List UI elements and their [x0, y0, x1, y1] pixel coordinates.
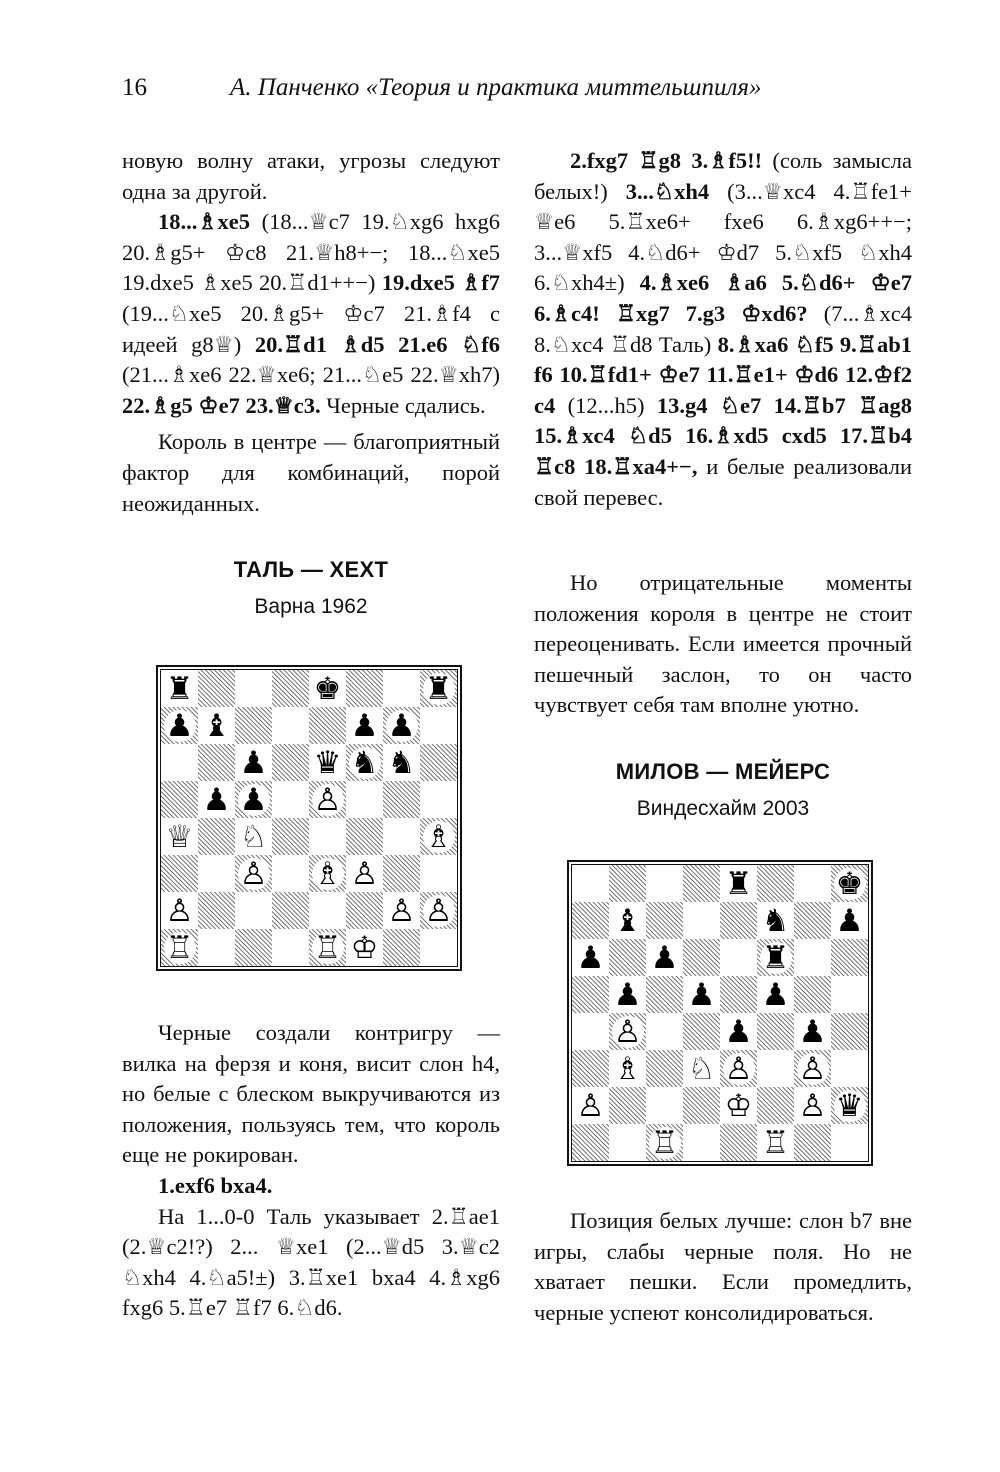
move-text-bold: 2.fxg7 ♖g8 3.♗f5!! [570, 148, 763, 173]
left-paragraph-6: На 1...0-0 Таль указывает 2.♖ae1 (2.♕c2!?) 2... ♕xe1 (2...♕d5 3.♕c2 ♘xh4 4.♘a5!±) 3.♖xe1 bxa4 4.♗xg6 fxg6 5.♖e7 ♖f7 6.♘d6. [122, 1203, 500, 1321]
white-bishop-icon: ♗ [312, 858, 344, 890]
board-square [572, 1087, 609, 1124]
board-square [420, 744, 457, 781]
white-rook-icon: ♖ [760, 1127, 792, 1159]
board-square [794, 939, 831, 976]
game-1-title: ТАЛЬ — ХЕХТ [233, 557, 389, 583]
left-paragraph-1: новую волну атаки, угрозы следуют одна за другой. [122, 148, 500, 204]
board-square [383, 892, 420, 929]
board-square [831, 976, 868, 1013]
board-square [235, 744, 272, 781]
board-square [609, 1013, 646, 1050]
board-square [683, 1013, 720, 1050]
board-square [272, 707, 309, 744]
move-text-bold: 18...♗xe5 [158, 209, 251, 235]
board-square [572, 939, 609, 976]
board-square [420, 892, 457, 929]
white-knight-icon: ♘ [686, 1053, 718, 1085]
white-pawn-icon: ♙ [238, 858, 270, 890]
board-square [757, 865, 794, 902]
right-column-lower [534, 1206, 912, 1328]
black-pawn-icon: ♟ [834, 905, 866, 937]
board-square [794, 1124, 831, 1161]
board-square [794, 1050, 831, 1087]
black-pawn-icon: ♟ [238, 747, 270, 779]
board-square [720, 976, 757, 1013]
move-text-bold: 3...♘xh4 [625, 178, 710, 204]
move-text: Черные сдались. [320, 392, 486, 418]
board-square [646, 865, 683, 902]
black-pawn-icon: ♟ [723, 1016, 755, 1048]
board-square [572, 1050, 609, 1087]
move-text-bold: 19.dxe5 ♗f7 [381, 270, 500, 296]
board-square [646, 1087, 683, 1124]
board-square [609, 1124, 646, 1161]
board-square [383, 707, 420, 744]
board-square [572, 1013, 609, 1050]
board-square [757, 1124, 794, 1161]
white-pawn-icon: ♙ [612, 1016, 644, 1048]
board-square [161, 670, 198, 707]
black-pawn-icon: ♟ [797, 1016, 829, 1048]
board-square [831, 865, 868, 902]
move-text-bold: 1.exf6 bxa4. [158, 1172, 273, 1198]
black-rook-icon: ♜ [164, 673, 196, 705]
white-pawn-icon: ♙ [349, 858, 381, 890]
board-square [757, 939, 794, 976]
black-rook-icon: ♜ [760, 942, 792, 974]
board-square [346, 707, 383, 744]
board-square [720, 1050, 757, 1087]
board-square [420, 781, 457, 818]
board-square [235, 781, 272, 818]
board-square [420, 818, 457, 855]
board-square [198, 781, 235, 818]
move-text-bold: 20.♖d1 ♗d5 21.e6 ♘f6 [254, 331, 500, 357]
board-square [161, 818, 198, 855]
black-pawn-icon: ♟ [164, 710, 196, 742]
board-square [383, 818, 420, 855]
left-column-lower [122, 1018, 500, 1324]
board-square [198, 855, 235, 892]
board-square [757, 902, 794, 939]
running-header [122, 74, 912, 106]
board-square [383, 929, 420, 966]
board-square [572, 1124, 609, 1161]
board-square [831, 1013, 868, 1050]
black-pawn-icon: ♟ [612, 979, 644, 1011]
black-queen-icon: ♛ [834, 1090, 866, 1122]
white-rook-icon: ♖ [649, 1127, 681, 1159]
board-square [831, 1087, 868, 1124]
board-square [572, 976, 609, 1013]
board-square [757, 1050, 794, 1087]
left-paragraph-4: Черные создали контригру — вилка на ферзя и коня, висит слон h4, но белые с блеском выкручиваются из положения, пользуясь тем, что король еще не рокирован. [122, 1020, 500, 1168]
right-paragraph-3: Позиция белых лучше: слон b7 вне игры, слабы черные поля. Но не хватает пешки. Если промедлить, черные успеют консолидироваться. [534, 1208, 912, 1325]
board-square [609, 865, 646, 902]
board-square [161, 781, 198, 818]
board-square [831, 902, 868, 939]
board-square [161, 929, 198, 966]
board-square [383, 855, 420, 892]
white-bishop-icon: ♗ [423, 821, 455, 853]
board-square [420, 670, 457, 707]
board-square [235, 707, 272, 744]
board-square [572, 902, 609, 939]
chess-board-1 [156, 665, 462, 971]
black-knight-icon: ♞ [760, 905, 792, 937]
board-square [646, 1050, 683, 1087]
board-square [272, 892, 309, 929]
board-square [720, 1087, 757, 1124]
board-square [683, 865, 720, 902]
board-square [198, 670, 235, 707]
white-pawn-icon: ♙ [723, 1053, 755, 1085]
move-text: (21...♗xe6 22.♕xe6; 21...♘e5 22.♕xh7) [122, 362, 500, 388]
board-square [198, 707, 235, 744]
board-square [831, 939, 868, 976]
black-pawn-icon: ♟ [238, 784, 270, 816]
board-square [309, 707, 346, 744]
game-2-place: Виндесхайм 2003 [636, 796, 810, 820]
board-square [831, 1050, 868, 1087]
board-square [161, 892, 198, 929]
move-text-bold: 8.♗xa6 ♘f5 9.♖ab1 f6 10.♖fd1+ ♔e7 11.♖e1+ ♔d6 12.♔f2 c4 [534, 331, 912, 418]
board-square [346, 818, 383, 855]
white-pawn-icon: ♙ [423, 895, 455, 927]
black-pawn-icon: ♟ [201, 784, 233, 816]
board-square [198, 744, 235, 781]
board-square [683, 1050, 720, 1087]
white-pawn-icon: ♙ [164, 895, 196, 927]
board-square [309, 818, 346, 855]
game-1-place: Варна 1962 [254, 594, 368, 618]
board-square [346, 744, 383, 781]
board-square [272, 744, 309, 781]
black-bishop-icon: ♝ [612, 905, 644, 937]
board-square [309, 781, 346, 818]
board-square [683, 1124, 720, 1161]
move-text: (18...♕c7 19.♘xg6 hxg6 20.♗g5+ ♔c8 21.♕h8+−; 18...♘xe5 19.dxe5 ♗xe5 20.♖d1++−) [122, 209, 500, 296]
right-column [534, 146, 912, 513]
move-text-bold: 13.g4 ♘e7 14.♖b7 ♖ag8 15.♗xc4 ♘d5 16.♗xd5 cxd5 17.♖b4 ♖c8 18.♖xa4+−, [534, 392, 912, 479]
board-square [272, 781, 309, 818]
black-pawn-icon: ♟ [349, 710, 381, 742]
black-king-icon: ♚ [312, 673, 344, 705]
move-text: (7...♗xc4 8.♘xc4 ♖d8 Таль) [534, 300, 912, 357]
board-square [794, 976, 831, 1013]
board-square [720, 1124, 757, 1161]
left-paragraph-2 [122, 207, 500, 421]
board-square [161, 744, 198, 781]
board-square [646, 1124, 683, 1161]
board-square [235, 892, 272, 929]
right-paragraph-1 [534, 146, 912, 513]
board-square [609, 1087, 646, 1124]
left-paragraph-5 [122, 1171, 500, 1202]
board-square [235, 929, 272, 966]
move-text: (12...h5) [555, 392, 657, 418]
board-square [757, 976, 794, 1013]
black-queen-icon: ♛ [312, 747, 344, 779]
black-king-icon: ♚ [834, 868, 866, 900]
board-square [198, 892, 235, 929]
white-king-icon: ♔ [349, 932, 381, 964]
board-square [609, 902, 646, 939]
board-square [346, 929, 383, 966]
board-square [683, 976, 720, 1013]
board-square [609, 976, 646, 1013]
board-square [272, 929, 309, 966]
white-pawn-icon: ♙ [312, 784, 344, 816]
board-square [683, 939, 720, 976]
board-square [383, 781, 420, 818]
page-number: 16 [122, 74, 147, 101]
black-knight-icon: ♞ [386, 747, 418, 779]
move-text-bold: 4.♗xe6 ♗a6 5.♘d6+ ♔e7 6.♗c4! ♖xg7 7.g3 ♔xd6? [534, 270, 912, 326]
board-square [346, 670, 383, 707]
board-2-grid [571, 864, 869, 1162]
board-square [161, 707, 198, 744]
chess-board-2 [567, 860, 873, 1166]
board-square [383, 670, 420, 707]
board-square [272, 818, 309, 855]
board-square [794, 1087, 831, 1124]
board-square [646, 1013, 683, 1050]
board-square [720, 865, 757, 902]
board-square [757, 1087, 794, 1124]
board-square [609, 1050, 646, 1087]
black-bishop-icon: ♝ [201, 710, 233, 742]
board-square [346, 781, 383, 818]
board-square [161, 855, 198, 892]
right-paragraph-2: Но отрицательные моменты положения короля в центре не стоит переоценивать. Если имеется прочный пешечный заслон, то он часто чувствует себя там вполне уютно. [534, 570, 912, 718]
board-square [683, 902, 720, 939]
move-text: и белые реализовали свой перевес. [534, 453, 912, 510]
move-text: (3...♕xc4 4.♖fe1+ ♕e6 5.♖xe6+ fxe6 6.♗xg6++−; 3...♕xf5 4.♘d6+ ♔d7 5.♘xf5 ♘xh4 6.♘xh4±) [534, 178, 912, 296]
black-knight-icon: ♞ [349, 747, 381, 779]
white-bishop-icon: ♗ [612, 1053, 644, 1085]
left-column [122, 146, 500, 622]
board-square [720, 902, 757, 939]
board-square [831, 1124, 868, 1161]
board-square [420, 855, 457, 892]
white-rook-icon: ♖ [164, 932, 196, 964]
board-square [198, 818, 235, 855]
board-square [420, 707, 457, 744]
move-text-bold: 22.♗g5 ♔e7 23.♕c3. [122, 392, 321, 418]
board-1-grid [160, 669, 458, 967]
board-square [272, 670, 309, 707]
black-pawn-icon: ♟ [649, 942, 681, 974]
board-square [646, 976, 683, 1013]
black-rook-icon: ♜ [723, 868, 755, 900]
board-square [646, 902, 683, 939]
move-text: (19...♘xe5 20.♗g5+ ♔c7 21.♗f4 с идеей g8♕) [122, 300, 500, 357]
board-square [720, 939, 757, 976]
right-column-middle [534, 568, 912, 824]
board-square [309, 744, 346, 781]
board-square [235, 818, 272, 855]
white-pawn-icon: ♙ [386, 895, 418, 927]
board-square [646, 939, 683, 976]
black-pawn-icon: ♟ [575, 942, 607, 974]
white-rook-icon: ♖ [312, 932, 344, 964]
board-square [572, 865, 609, 902]
board-square [720, 1013, 757, 1050]
board-square [420, 929, 457, 966]
white-queen-icon: ♕ [164, 821, 196, 853]
board-square [309, 892, 346, 929]
board-square [272, 855, 309, 892]
game-2-title: МИЛОВ — МЕЙЕРС [615, 758, 831, 784]
board-square [235, 855, 272, 892]
board-square [198, 929, 235, 966]
board-square [346, 892, 383, 929]
left-paragraph-3: Король в центре — благоприятный фактор для комбинаций, порой неожиданных. [122, 429, 500, 516]
board-square [309, 855, 346, 892]
black-rook-icon: ♜ [423, 673, 455, 705]
white-pawn-icon: ♙ [797, 1053, 829, 1085]
black-pawn-icon: ♟ [686, 979, 718, 1011]
board-square [383, 744, 420, 781]
board-square [683, 1087, 720, 1124]
board-square [609, 939, 646, 976]
white-pawn-icon: ♙ [797, 1090, 829, 1122]
black-pawn-icon: ♟ [760, 979, 792, 1011]
black-pawn-icon: ♟ [386, 710, 418, 742]
white-pawn-icon: ♙ [575, 1090, 607, 1122]
board-square [757, 1013, 794, 1050]
board-square [309, 929, 346, 966]
board-square [794, 902, 831, 939]
board-square [309, 670, 346, 707]
board-square [346, 855, 383, 892]
board-square [235, 670, 272, 707]
move-text: (соль замысла белых!) [534, 148, 913, 204]
board-square [794, 865, 831, 902]
white-king-icon: ♔ [723, 1090, 755, 1122]
book-title: А. Панченко «Теория и практика миттельшпиля» [230, 74, 762, 101]
board-square [794, 1013, 831, 1050]
white-knight-icon: ♘ [238, 821, 270, 853]
